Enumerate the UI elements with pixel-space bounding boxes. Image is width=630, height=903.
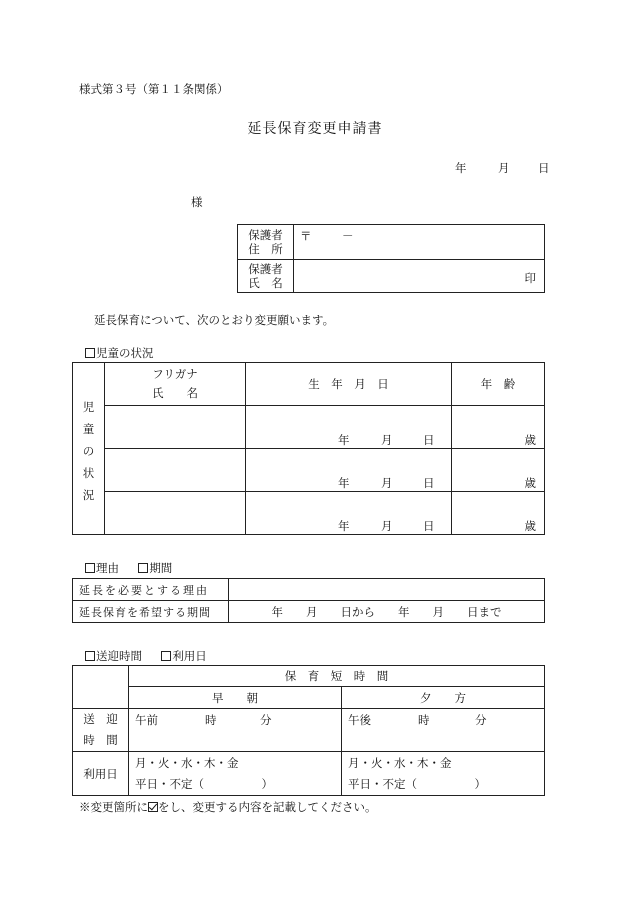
child-row — [73, 449, 545, 492]
reason-section-heading: 理由 期間 — [85, 560, 172, 576]
intro-text: 延長保育について、次のとおり変更願います。 — [94, 313, 335, 327]
child-age-field[interactable]: 歳 — [452, 492, 545, 535]
time-checkbox[interactable] — [85, 651, 95, 661]
child-row — [73, 492, 545, 535]
child-name-header: フリガナ 氏 名 — [105, 363, 246, 406]
checkmark-icon — [148, 802, 158, 812]
postal-mark: 〒 — [300, 229, 312, 243]
child-birth-field[interactable]: 年 月 日 — [246, 492, 452, 535]
days-label: 利用日 — [73, 752, 129, 796]
morning-days-field[interactable]: 月・火・水・木・金 平日・不定（ ） — [129, 752, 342, 796]
pickup-time-label: 送 迎 時 間 — [73, 709, 129, 752]
addressee-suffix: 様 — [191, 195, 203, 209]
guardian-address-field[interactable] — [294, 225, 545, 260]
reason-field[interactable] — [229, 579, 545, 601]
morning-header: 早 朝 — [129, 687, 342, 709]
child-age-field[interactable]: 歳 — [452, 449, 545, 492]
date-day: 日 — [538, 161, 550, 175]
reason-table — [72, 578, 545, 623]
short-hours-header: 保 育 短 時 間 — [129, 666, 545, 687]
seal-mark: 印 — [524, 271, 536, 285]
time-table — [72, 665, 545, 796]
guardian-address-label: 保護者 住 所 — [238, 225, 294, 260]
period-label: 延長保育を希望する期間 — [73, 601, 229, 623]
evening-days-field[interactable]: 月・火・水・木・金 平日・不定（ ） — [342, 752, 545, 796]
date-month: 月 — [498, 161, 510, 175]
child-age-header: 年 齢 — [452, 363, 545, 406]
evening-header: 夕 方 — [342, 687, 545, 709]
postal-dash: － — [342, 229, 354, 243]
child-side-label: 児 童 の 状 況 — [73, 363, 105, 535]
child-section-heading: 児童の状況 — [85, 345, 154, 361]
child-age-field[interactable]: 歳 — [452, 406, 545, 449]
evening-time-field[interactable]: 午後 時 分 — [342, 709, 545, 752]
reason-checkbox[interactable] — [85, 563, 95, 573]
period-field[interactable]: 年 月 日から 年 月 日まで — [229, 601, 545, 623]
child-checkbox[interactable] — [85, 348, 95, 358]
guardian-table — [237, 224, 545, 293]
child-name-field[interactable] — [105, 492, 246, 535]
child-name-field[interactable] — [105, 406, 246, 449]
form-number: 様式第３号（第１１条関係） — [79, 82, 229, 96]
time-corner-cell — [73, 666, 129, 709]
reason-label: 延長を必要とする理由 — [73, 579, 229, 601]
child-table — [72, 362, 545, 535]
period-checkbox[interactable] — [138, 563, 148, 573]
time-section-heading: 送迎時間 利用日 — [85, 648, 207, 664]
guardian-name-field[interactable] — [294, 260, 545, 293]
child-name-field[interactable] — [105, 449, 246, 492]
guardian-name-label: 保護者 氏 名 — [238, 260, 294, 293]
child-row — [73, 406, 545, 449]
date-year: 年 — [455, 161, 467, 175]
days-checkbox[interactable] — [161, 651, 171, 661]
footnote: ※変更箇所に をし、変更する内容を記載してください。 — [79, 800, 377, 814]
page-title: 延長保育変更申請書 — [247, 121, 383, 137]
morning-time-field[interactable]: 午前 時 分 — [129, 709, 342, 752]
child-birth-field[interactable]: 年 月 日 — [246, 406, 452, 449]
child-birth-field[interactable]: 年 月 日 — [246, 449, 452, 492]
child-birth-header: 生 年 月 日 — [246, 363, 452, 406]
